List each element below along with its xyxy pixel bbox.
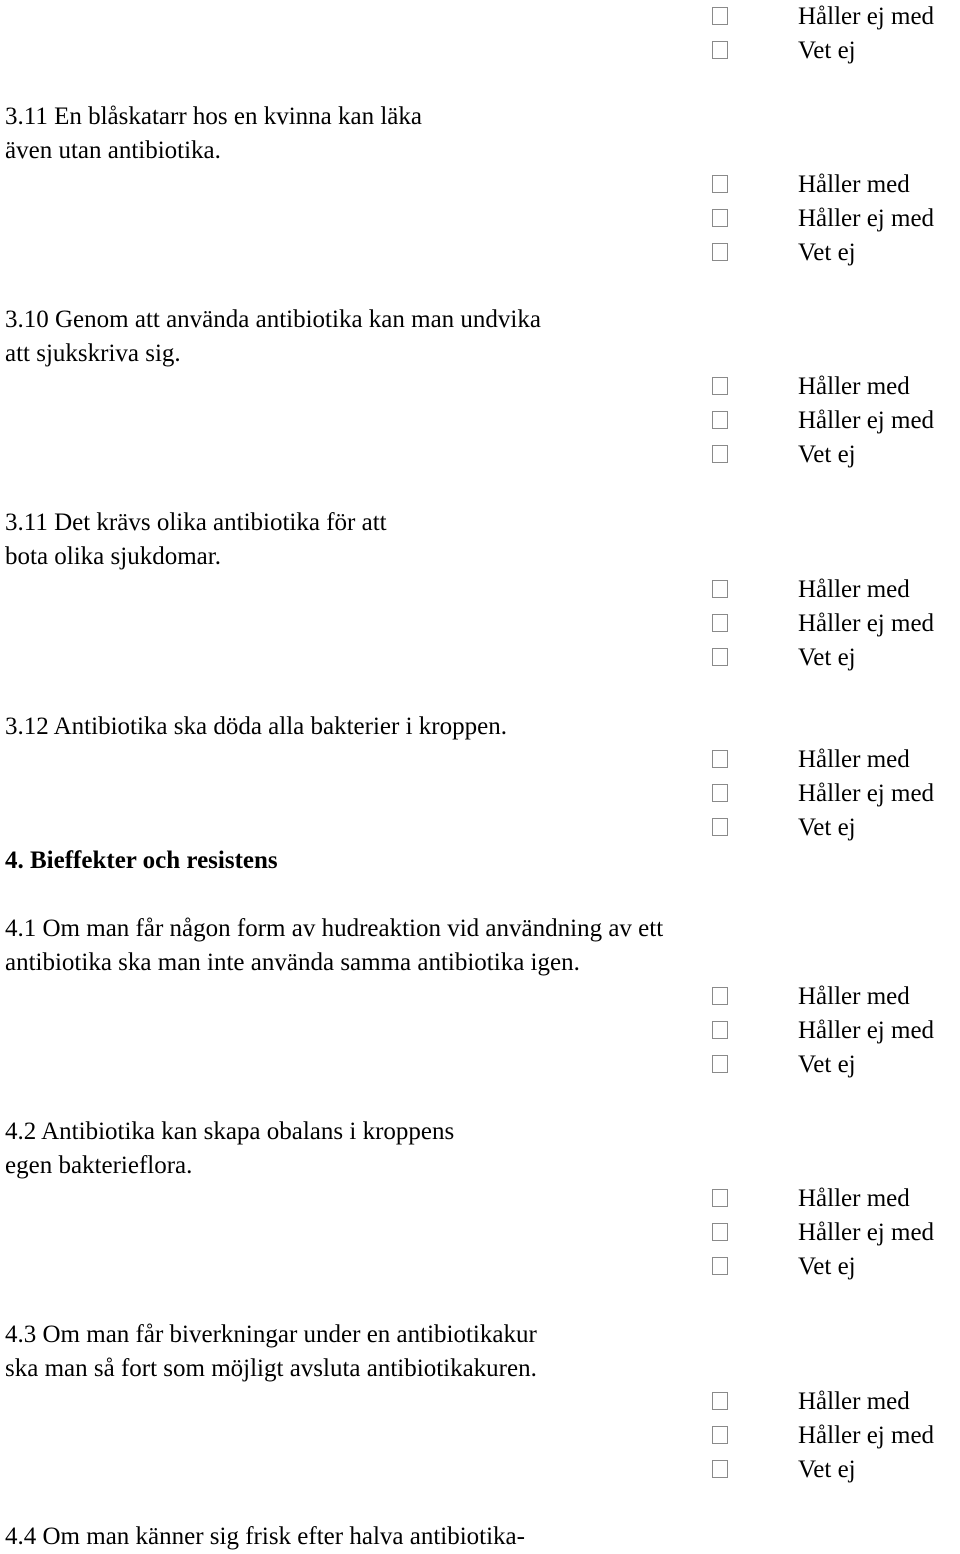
checkbox[interactable] xyxy=(712,1460,728,1478)
option-dont-know[interactable]: Vet ej xyxy=(712,34,960,68)
option-dont-know[interactable]: Vet ej xyxy=(712,1048,960,1082)
checkbox[interactable] xyxy=(712,1223,728,1241)
option-agree[interactable]: Håller med xyxy=(712,1182,960,1216)
checkbox[interactable] xyxy=(712,648,728,666)
question-3-11-a: 3.11 En blåskatarr hos en kvinna kan läka även utan antibiotika. xyxy=(5,103,423,164)
section-heading: 4. Bieffekter och resistens xyxy=(5,847,278,874)
option-agree[interactable]: Håller med xyxy=(712,980,960,1014)
checkbox[interactable] xyxy=(712,1257,728,1275)
checkbox[interactable] xyxy=(712,377,728,395)
option-dont-know[interactable]: Vet ej xyxy=(712,811,960,845)
checkbox[interactable] xyxy=(712,614,728,632)
question-4-2: 4.2 Antibiotika kan skapa obalans i kroppens egen bakterieflora. xyxy=(5,1118,455,1179)
option-dont-know[interactable]: Vet ej xyxy=(712,641,960,675)
checkbox[interactable] xyxy=(712,41,728,59)
question-3-12: 3.12 Antibiotika ska döda alla bakterier i kroppen. xyxy=(5,713,507,740)
checkbox[interactable] xyxy=(712,580,728,598)
option-disagree[interactable]: Håller ej med xyxy=(712,777,960,811)
question-4-1: 4.1 Om man får någon form av hudreaktion vid användning av ett antibiotika ska man inte använda samma antibiotika igen. xyxy=(5,915,664,976)
question-4-3: 4.3 Om man får biverkningar under en antibiotikakur ska man så fort som möjligt avsluta antibiotikakuren. xyxy=(5,1321,537,1382)
options-group-3-11-b xyxy=(712,573,960,675)
option-disagree[interactable]: Håller ej med xyxy=(712,202,960,236)
checkbox[interactable] xyxy=(712,1021,728,1039)
question-3-10: 3.10 Genom att använda antibiotika kan man undvika att sjukskriva sig. xyxy=(5,306,541,367)
option-agree[interactable]: Håller med xyxy=(712,743,960,777)
checkbox[interactable] xyxy=(712,411,728,429)
option-dont-know[interactable]: Vet ej xyxy=(712,438,960,472)
checkbox[interactable] xyxy=(712,445,728,463)
option-disagree[interactable]: Håller ej med xyxy=(712,404,960,438)
options-group-prev xyxy=(712,0,960,68)
option-agree[interactable]: Håller med xyxy=(712,168,960,202)
options-group-4-3 xyxy=(712,1385,960,1487)
checkbox[interactable] xyxy=(712,1392,728,1410)
option-agree[interactable]: Håller med xyxy=(712,370,960,404)
checkbox[interactable] xyxy=(712,987,728,1005)
option-disagree[interactable]: Håller ej med xyxy=(712,1014,960,1048)
checkbox[interactable] xyxy=(712,7,728,25)
option-disagree[interactable]: Håller ej med xyxy=(712,607,960,641)
checkbox[interactable] xyxy=(712,1426,728,1444)
options-group-4-2 xyxy=(712,1182,960,1284)
option-agree[interactable]: Håller med xyxy=(712,573,960,607)
checkbox[interactable] xyxy=(712,209,728,227)
checkbox[interactable] xyxy=(712,1055,728,1073)
options-group-3-10 xyxy=(712,370,960,472)
option-dont-know[interactable]: Vet ej xyxy=(712,1250,960,1284)
checkbox[interactable] xyxy=(712,750,728,768)
options-group-3-12 xyxy=(712,743,960,845)
checkbox[interactable] xyxy=(712,818,728,836)
question-3-11-b: 3.11 Det krävs olika antibiotika för att bota olika sjukdomar. xyxy=(5,509,387,570)
checkbox[interactable] xyxy=(712,175,728,193)
option-agree[interactable]: Håller med xyxy=(712,1385,960,1419)
question-4-4: 4.4 Om man känner sig frisk efter halva antibiotika- xyxy=(5,1523,525,1550)
options-group-3-11-a xyxy=(712,168,960,270)
checkbox[interactable] xyxy=(712,784,728,802)
option-disagree[interactable]: Håller ej med xyxy=(712,1216,960,1250)
options-group-4-1 xyxy=(712,980,960,1082)
checkbox[interactable] xyxy=(712,1189,728,1207)
checkbox[interactable] xyxy=(712,243,728,261)
option-dont-know[interactable]: Vet ej xyxy=(712,1453,960,1487)
option-disagree[interactable]: Håller ej med xyxy=(712,1419,960,1453)
option-dont-know[interactable]: Vet ej xyxy=(712,236,960,270)
option-disagree[interactable]: Håller ej med xyxy=(712,0,960,34)
